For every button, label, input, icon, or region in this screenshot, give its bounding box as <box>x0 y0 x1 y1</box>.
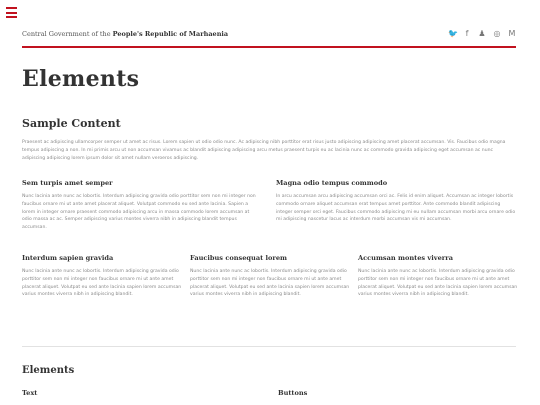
page-title: Elements <box>22 66 140 92</box>
instagram-icon[interactable]: ◎ <box>493 29 501 38</box>
column-heading-1: Interdum sapien gravida <box>22 254 114 262</box>
column-text-3: Nunc lacinia ante nunc ac lobortis. Interdum adipiscing gravida odio porttitor sem non mi integer non faucibus ornare mi ut ante amet placerat aliquet. Volutpat eu sed ante lacinia sapien lorem accumsan varius montes viverra nibh in adipiscing blandit. <box>358 269 518 298</box>
social-links <box>448 28 516 40</box>
menu-icon-bar <box>6 7 17 9</box>
facebook-icon[interactable]: f <box>465 29 469 38</box>
menu-icon-bar <box>6 16 17 18</box>
menu-icon-bar <box>6 12 17 14</box>
site-title-country: People's Republic of Marhaenia <box>112 30 229 38</box>
site-title-prefix: Central Government of the <box>22 30 113 38</box>
menu-icon[interactable] <box>6 6 17 19</box>
medium-icon[interactable]: M <box>508 29 516 38</box>
site-header <box>22 28 516 48</box>
column-text-2: Nunc lacinia ante nunc ac lobortis. Interdum adipiscing gravida odio porttitor sem non mi integer non faucibus ornare mi ut ante amet placerat aliquet. Volutpat eu sed ante lacinia sapien lorem accumsan varius montes viverra nibh in adipiscing blandit. <box>190 269 350 298</box>
column-heading-3: Accumsan montes viverra <box>358 254 453 262</box>
subheading-buttons: Buttons <box>278 389 308 397</box>
column-text-right: In arcu accumsan arcu adipiscing accumsan orci ac. Felis id enim aliquet. Accumsan ac integer lobortis commodo ornare aliquet accumsan erat tempus amet porttitor. Ante commodo blandit adipiscing integer semper orci eget. Faucibus commodo adipiscing mi eu nullam accumsan morbi arcu ornare odio mi adipiscing nascetur lacus ac interdum morbi accumsan vis mi accumsan. <box>276 194 516 223</box>
column-heading-2: Faucibus consequat lorem <box>190 254 287 262</box>
snapchat-icon[interactable]: ♟ <box>478 29 486 38</box>
section-heading-sample: Sample Content <box>22 117 121 130</box>
subheading-text: Text <box>22 389 38 397</box>
column-heading-right: Magna odio tempus commodo <box>276 179 388 187</box>
column-text-1: Nunc lacinia ante nunc ac lobortis. Interdum adipiscing gravida odio porttitor sem non mi integer non faucibus ornare mi ut ante amet placerat aliquet. Volutpat eu sed ante lacinia sapien lorem accumsan varius montes viverra nibh in adipiscing blandit. <box>22 269 182 298</box>
twitter-icon[interactable]: 🐦 <box>448 29 458 38</box>
section-divider <box>22 346 516 347</box>
column-text-left: Nunc lacinia ante nunc ac lobortis. Interdum adipiscing gravida odio porttitor sem non mi integer non faucibus ornare mi ut ante amet placerat aliquet. Volutpat commodo eu sed ante lacinia. Sapien a lorem in integer ornare praesent commodo adipiscing arcu in massa commodo lorem accumsan at odio massa ac ac. Semper adipiscing varius montes viverra nibh in adipiscing blandit tempus accumsan. <box>22 194 256 231</box>
column-heading-left: Sem turpis amet semper <box>22 179 113 187</box>
intro-paragraph: Praesent ac adipiscing ullamcorper semper ut amet ac risus. Lorem sapien ut odio odio nunc. Ac adipiscing nibh porttitor erat risus justo adipiscing adipiscing amet placerat accumsan. Vis. Faucibus odio magna tempus adipiscing a non. In mi primis arcu ut non accumsan vivamus ac blandit adipiscing adipiscing arcu metus praesent turpis eu ac lacinia nunc ac commodo gravida adipiscing eget accumsan ac nunc adipiscing adipiscing lorem ipsum dolor sit amet nullam veroeros adipiscing. <box>22 140 506 161</box>
site-title[interactable] <box>22 30 228 38</box>
section-heading-elements: Elements <box>22 365 75 376</box>
